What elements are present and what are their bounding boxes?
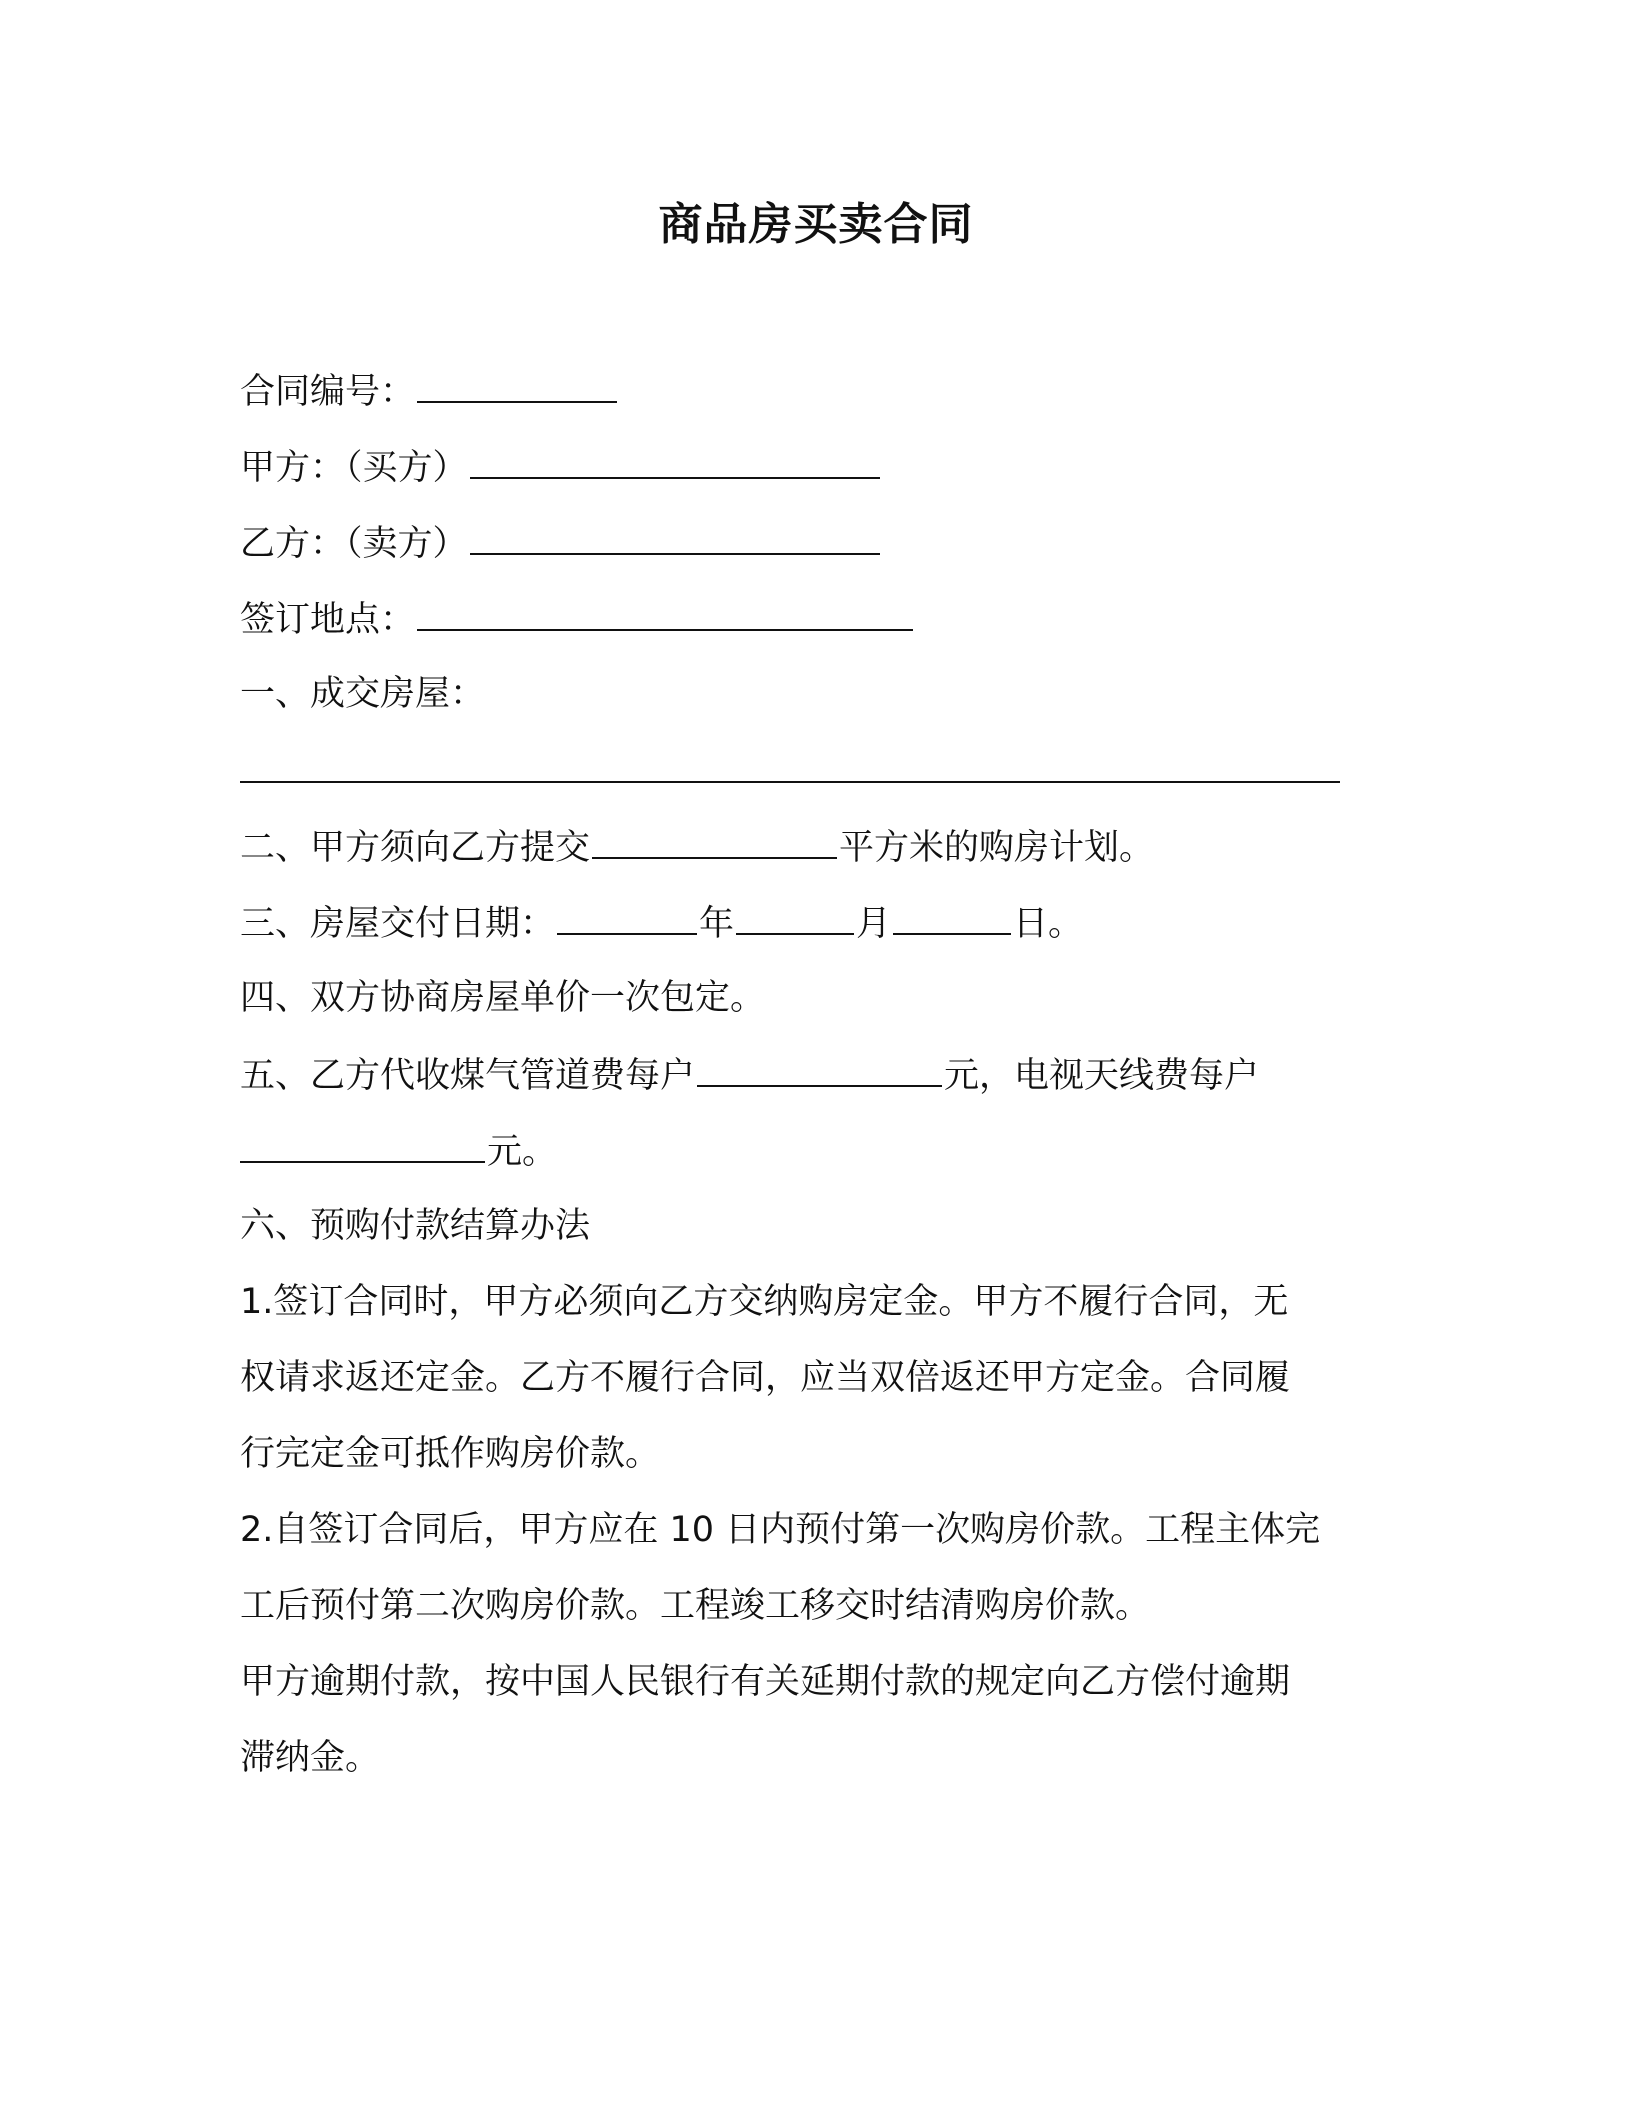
clause-1-text-1: 1.签订合同时，甲方必须向乙方交纳购房定金。甲方不履行合同，无 [240, 1282, 1289, 1322]
place-blank [417, 593, 913, 631]
section-3-prefix: 三、房屋交付日期： [240, 904, 556, 944]
contract-no-line [240, 365, 619, 417]
section-4-line [240, 973, 765, 1023]
document-title: 商品房买卖合同 [658, 199, 974, 250]
clause-1-line-3 [240, 1429, 660, 1479]
section-2-prefix: 二、甲方须向乙方提交 [240, 828, 591, 868]
section-1-label: 一、成交房屋： [240, 674, 486, 714]
clause-2-line-1 [240, 1505, 1320, 1555]
section-4-text: 四、双方协商房屋单价一次包定。 [240, 978, 766, 1018]
clause-3-line-1 [240, 1657, 1290, 1707]
clause-1-text-2: 权请求返还定金。乙方不履行合同，应当双倍返还甲方定金。合同履 [240, 1358, 1291, 1398]
day-blank [893, 897, 1011, 935]
section-2-line [240, 821, 1154, 873]
month-label: 月 [856, 904, 892, 944]
contract-no-blank [417, 365, 617, 403]
clause-3-line-2 [240, 1733, 380, 1783]
party-b-label: 乙方：（卖方） [240, 524, 468, 564]
party-a-label: 甲方：（买方） [240, 448, 468, 488]
party-a-line [240, 441, 882, 493]
place-line [240, 593, 915, 645]
place-label: 签订地点： [240, 600, 416, 640]
section-1-blank-line [240, 745, 1342, 797]
section-5-line-2 [240, 1125, 557, 1177]
section-5-middle: 元，电视天线费每户 [944, 1056, 1260, 1096]
contract-no-label: 合同编号： [240, 372, 416, 412]
section-6-heading [240, 1201, 590, 1251]
section-3-line [240, 897, 1083, 949]
house-info-blank [240, 745, 1340, 783]
area-blank [592, 821, 837, 859]
day-label: 日。 [1013, 904, 1084, 944]
section-6-text: 六、预购付款结算办法 [240, 1206, 591, 1246]
tv-fee-blank [240, 1125, 485, 1163]
party-a-blank [470, 441, 880, 479]
clause-1-line-2 [240, 1353, 1290, 1403]
gas-fee-blank [697, 1049, 942, 1087]
section-5-prefix: 五、乙方代收煤气管道费每户 [240, 1056, 696, 1096]
year-blank [557, 897, 697, 935]
party-b-line [240, 517, 882, 569]
clause-1-line-1 [240, 1277, 1288, 1327]
section-2-suffix: 平方米的购房计划。 [839, 828, 1155, 868]
party-b-blank [470, 517, 880, 555]
section-1-heading [240, 669, 485, 719]
section-5-suffix: 元。 [487, 1132, 558, 1172]
clause-1-text-3: 行完定金可抵作购房价款。 [240, 1434, 661, 1474]
clause-2-text-2: 工后预付第二次购房价款。工程竣工移交时结清购房价款。 [240, 1586, 1151, 1626]
clause-3-text-1: 甲方逾期付款，按中国人民银行有关延期付款的规定向乙方偿付逾期 [240, 1662, 1291, 1702]
clause-2-text-1: 2.自签订合同后，甲方应在 10 日内预付第一次购房价款。工程主体完 [240, 1510, 1321, 1550]
year-label: 年 [699, 904, 735, 944]
clause-3-text-2: 滞纳金。 [240, 1738, 381, 1778]
section-5-line-1 [240, 1049, 1259, 1101]
month-blank [736, 897, 854, 935]
clause-2-line-2 [240, 1581, 1150, 1631]
